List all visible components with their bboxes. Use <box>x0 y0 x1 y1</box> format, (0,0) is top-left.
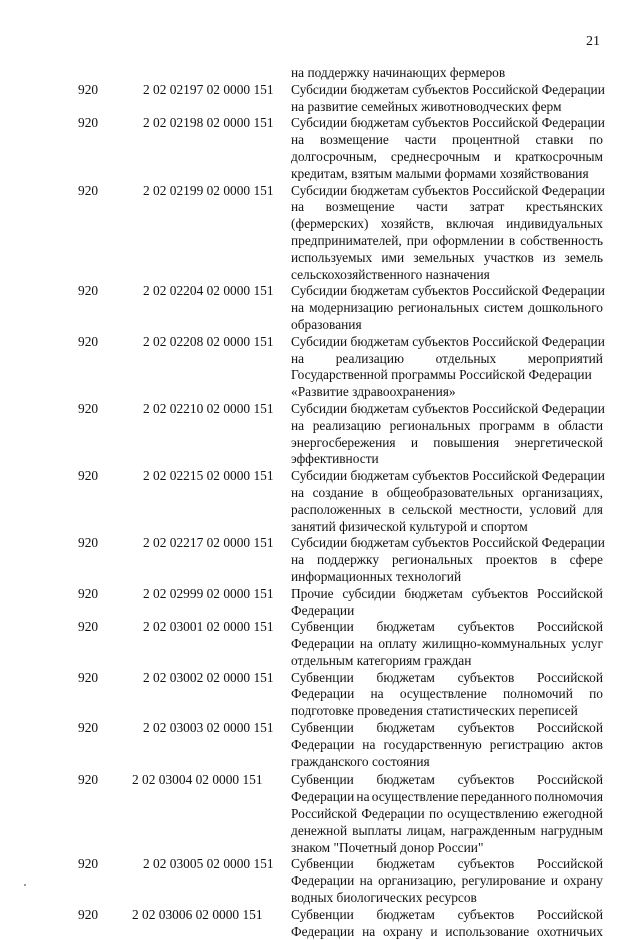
description-word: Федерации <box>291 602 355 618</box>
document-line <box>0 435 640 452</box>
description-word: поддержку <box>317 552 380 568</box>
description-word: Федерации <box>291 636 355 652</box>
description-word: земель <box>564 249 603 265</box>
description-word: в <box>550 552 557 568</box>
description-word: собственность <box>520 232 603 248</box>
revenue-description-line <box>291 99 603 116</box>
description-word: на <box>291 552 305 568</box>
budget-classification-code: 2 02 02210 02 0000 151 <box>143 400 274 416</box>
description-word: среднесрочным <box>390 148 480 164</box>
description-word: на <box>359 873 373 889</box>
description-word: области <box>558 417 603 433</box>
description-word: бюджетам <box>376 669 435 685</box>
description-word: «Развитие здравоохранения» <box>291 384 456 400</box>
document-line <box>0 840 640 857</box>
description-word: на <box>291 350 305 366</box>
document-line <box>0 418 640 435</box>
description-word: на <box>362 923 376 939</box>
description-word: индивидуальных <box>506 216 603 232</box>
document-line <box>0 401 640 418</box>
description-word: Субсидии бюджетам субъектов Российской Федерации <box>291 182 605 198</box>
description-word: бюджетам <box>376 906 435 922</box>
description-word: энергетической <box>514 434 603 450</box>
document-line <box>0 351 640 368</box>
description-word: водных биологических ресурсов <box>291 890 477 906</box>
description-word: Российской <box>537 720 603 736</box>
administrator-code: 920 <box>78 669 99 685</box>
budget-classification-code: 2 02 02217 02 0000 151 <box>143 535 274 551</box>
revenue-description-line <box>291 166 603 183</box>
revenue-description-line <box>291 216 603 233</box>
description-word: Федерации <box>291 923 355 939</box>
budget-classification-code: 2 02 03005 02 0000 151 <box>143 856 274 872</box>
revenue-description-line <box>291 401 603 418</box>
description-word: в <box>508 232 516 248</box>
document-line <box>0 806 640 823</box>
revenue-description-line <box>291 535 603 552</box>
document-line <box>0 115 640 132</box>
description-word: на <box>291 199 305 215</box>
document-line <box>0 99 640 116</box>
document-line <box>0 619 640 636</box>
budget-classification-code: 2 02 03002 02 0000 151 <box>143 669 274 685</box>
description-word: охрану <box>383 923 423 939</box>
description-word: Федерации <box>291 789 355 805</box>
administrator-code: 920 <box>78 182 99 198</box>
administrator-code: 920 <box>78 906 99 922</box>
description-word: по <box>429 806 443 822</box>
description-word: Субвенции <box>291 856 354 872</box>
document-line <box>0 199 640 216</box>
document-line <box>0 907 640 924</box>
budget-classification-code: 2 02 03004 02 0000 151 <box>132 772 263 788</box>
description-word: дошкольного <box>528 300 603 316</box>
description-word: для <box>583 501 603 517</box>
revenue-description-line <box>291 619 603 636</box>
description-word: награжденным <box>450 822 536 838</box>
description-word: на <box>291 417 305 433</box>
description-word: актов <box>572 736 603 752</box>
description-word: затрат <box>469 199 505 215</box>
description-word: Российской <box>537 906 603 922</box>
description-word: на развитие семейных животноводческих ферм <box>291 98 562 114</box>
description-word: полномочия <box>534 789 603 805</box>
revenue-description-line <box>291 552 603 569</box>
document-line <box>0 485 640 502</box>
description-word: Субвенции <box>291 619 354 635</box>
description-word: Российской <box>536 585 603 601</box>
description-word: ими <box>381 249 405 265</box>
description-word: при <box>406 232 428 248</box>
administrator-code: 920 <box>78 468 99 484</box>
description-word: Субвенции <box>291 772 354 788</box>
description-word: сельскохозяйственного назначения <box>291 266 490 282</box>
description-word: в <box>371 484 379 500</box>
description-word: Российской <box>291 806 357 822</box>
revenue-description-line <box>291 250 603 267</box>
description-word: Федерации <box>361 806 425 822</box>
revenue-description-line <box>291 334 603 351</box>
description-word: энергосбережения <box>291 434 396 450</box>
document-line <box>0 65 640 82</box>
description-word: участков <box>483 249 534 265</box>
description-word: используемых <box>291 249 373 265</box>
description-word: регистрацию <box>489 736 564 752</box>
document-line <box>0 317 640 334</box>
document-line <box>0 653 640 670</box>
description-word: по <box>589 686 603 702</box>
description-word: региональных <box>389 417 471 433</box>
description-word: региональных <box>398 300 480 316</box>
document-line <box>0 334 640 351</box>
description-word: оформлении <box>432 232 504 248</box>
description-word: бюджетам <box>376 856 435 872</box>
administrator-code: 920 <box>78 81 99 97</box>
description-word: Федерации <box>291 873 355 889</box>
description-word: гражданского состояния <box>291 753 430 769</box>
description-word: создание <box>312 484 364 500</box>
revenue-description-line <box>291 907 603 924</box>
description-word: лицам, <box>406 822 446 838</box>
description-word: части <box>416 199 448 215</box>
budget-classification-code: 2 02 03003 02 0000 151 <box>143 720 274 736</box>
document-line <box>0 216 640 233</box>
description-word: нагрудным <box>540 822 603 838</box>
description-word: денежной <box>291 822 348 838</box>
description-word: осуществление <box>399 686 487 702</box>
document-line <box>0 468 640 485</box>
revenue-description-line <box>291 384 603 401</box>
description-word: включая <box>446 216 494 232</box>
description-word: на <box>291 300 305 316</box>
revenue-description-line <box>291 435 603 452</box>
document-line <box>0 789 640 806</box>
description-word: на <box>370 686 384 702</box>
description-word: организациях, <box>522 484 603 500</box>
document-line <box>0 300 640 317</box>
description-word: регулирование <box>461 873 546 889</box>
description-word: субъектов <box>457 669 515 685</box>
revenue-description-line <box>291 367 603 384</box>
revenue-description-line <box>291 603 603 620</box>
document-line <box>0 384 640 401</box>
description-word: Федерации <box>291 736 355 752</box>
description-word: знаком "Почетный донор России" <box>291 839 484 855</box>
description-word: Российской <box>537 669 603 685</box>
document-line <box>0 873 640 890</box>
description-word: осуществление <box>371 789 459 805</box>
description-word: и <box>493 148 502 164</box>
revenue-description-line <box>291 890 603 907</box>
document-line <box>0 283 640 300</box>
document-line <box>0 754 640 771</box>
description-word: Прочие <box>291 585 334 601</box>
description-word: программ <box>479 417 535 433</box>
revenue-description-line <box>291 789 603 806</box>
description-word: Субсидии бюджетам субъектов Российской Федерации <box>291 400 605 416</box>
revenue-description-line <box>291 772 603 789</box>
description-word: охотничьих <box>537 923 603 939</box>
revenue-description-line <box>291 502 603 519</box>
description-word: бюджетам <box>376 720 435 736</box>
description-word: Субсидии бюджетам субъектов Российской Федерации <box>291 333 605 349</box>
description-word: информационных технологий <box>291 568 462 584</box>
budget-classification-code: 2 02 02199 02 0000 151 <box>143 182 274 198</box>
description-word: региональных <box>391 552 473 568</box>
description-word: части <box>404 132 437 148</box>
revenue-description-line <box>291 115 603 132</box>
revenue-description-line <box>291 586 603 603</box>
document-line <box>0 703 640 720</box>
description-word: отдельным категориям граждан <box>291 652 472 668</box>
description-word: ежегодной <box>542 806 603 822</box>
document-line <box>0 823 640 840</box>
description-word: субъектов <box>457 772 515 788</box>
document-line <box>0 267 640 284</box>
description-word: услуг <box>571 636 603 652</box>
description-word: государственную <box>383 736 482 752</box>
description-word: полномочий <box>503 686 573 702</box>
budget-classification-code: 2 02 02204 02 0000 151 <box>143 283 274 299</box>
description-word: на <box>362 736 376 752</box>
administrator-code: 920 <box>78 585 99 601</box>
budget-classification-code: 2 02 02198 02 0000 151 <box>143 115 274 131</box>
budget-classification-code: 2 02 02999 02 0000 151 <box>143 585 274 601</box>
revenue-description-line <box>291 485 603 502</box>
description-word: расположенных <box>291 501 382 517</box>
description-word: Субсидии бюджетам субъектов Российской Федерации <box>291 283 605 299</box>
description-word: использование <box>445 923 530 939</box>
revenue-description-line <box>291 233 603 250</box>
description-word: субъектов <box>457 619 515 635</box>
scan-speck <box>24 884 26 886</box>
revenue-description-line <box>291 653 603 670</box>
description-word: организацию, <box>378 873 457 889</box>
description-word: бюджетам <box>376 619 435 635</box>
document-line <box>0 890 640 907</box>
revenue-description-line <box>291 65 603 82</box>
description-word: субъектов <box>471 585 529 601</box>
revenue-description-line <box>291 351 603 368</box>
document-line <box>0 519 640 536</box>
description-word: бюджетам <box>376 772 435 788</box>
description-word: возмещение <box>325 199 395 215</box>
document-line <box>0 233 640 250</box>
description-word: процентной <box>452 132 520 148</box>
revenue-description-line <box>291 132 603 149</box>
description-word: мероприятий <box>527 350 603 366</box>
document-line <box>0 149 640 166</box>
revenue-description-line <box>291 283 603 300</box>
description-word: оплату <box>378 636 417 652</box>
budget-classification-code: 2 02 02208 02 0000 151 <box>143 333 274 349</box>
revenue-description-line <box>291 468 603 485</box>
revenue-description-line <box>291 569 603 586</box>
revenue-description-line <box>291 451 603 468</box>
description-word: Российской <box>537 856 603 872</box>
description-word: проектов <box>485 552 538 568</box>
description-word: Субвенции <box>291 720 354 736</box>
revenue-description-line <box>291 418 603 435</box>
description-word: подготовке проведения статистических переписей <box>291 703 578 719</box>
document-line <box>0 552 640 569</box>
description-word: крестьянских <box>525 199 603 215</box>
description-word: субъектов <box>457 906 515 922</box>
description-word: на <box>291 484 305 500</box>
document-line <box>0 569 640 586</box>
administrator-code: 920 <box>78 856 99 872</box>
description-word: Федерации <box>291 686 355 702</box>
document-line <box>0 603 640 620</box>
description-word: переданного <box>460 789 532 805</box>
document-line <box>0 82 640 99</box>
description-word: Субсидии бюджетам субъектов Российской Федерации <box>291 81 605 97</box>
revenue-description-line <box>291 737 603 754</box>
description-word: на <box>356 789 370 805</box>
document-line <box>0 502 640 519</box>
document-line <box>0 670 640 687</box>
description-word: Субвенции <box>291 669 354 685</box>
description-word: Субсидии бюджетам субъектов Российской Федерации <box>291 535 605 551</box>
document-line <box>0 636 640 653</box>
description-word: Российской <box>537 772 603 788</box>
document-line <box>0 183 640 200</box>
description-word: Российской <box>537 619 603 635</box>
description-word: охрану <box>563 873 603 889</box>
description-word: и <box>430 923 438 939</box>
budget-classification-code: 2 02 02215 02 0000 151 <box>143 468 274 484</box>
revenue-description-line <box>291 806 603 823</box>
description-word: субсидии <box>342 585 396 601</box>
description-word: на <box>359 636 373 652</box>
description-word: по <box>589 132 603 148</box>
document-line <box>0 166 640 183</box>
revenue-description-line <box>291 183 603 200</box>
document-line <box>0 720 640 737</box>
administrator-code: 920 <box>78 283 99 299</box>
description-word: возмещение <box>319 132 389 148</box>
description-word: и <box>550 873 559 889</box>
description-word: бюджетам <box>404 585 463 601</box>
document-line <box>0 451 640 468</box>
revenue-description-line <box>291 924 603 940</box>
description-word: эффективности <box>291 451 379 467</box>
budget-classification-code: 2 02 03006 02 0000 151 <box>132 906 263 922</box>
administrator-code: 920 <box>78 333 99 349</box>
administrator-code: 920 <box>78 720 99 736</box>
description-word: местности, <box>459 501 523 517</box>
administrator-code: 920 <box>78 115 99 131</box>
page-number: 21 <box>586 34 600 49</box>
description-word: Государственной программы Российской Федерации <box>291 367 592 383</box>
description-word: на <box>291 132 305 148</box>
description-word: Субсидии бюджетам субъектов Российской Федерации <box>291 115 605 131</box>
document-line <box>0 586 640 603</box>
administrator-code: 920 <box>78 772 99 788</box>
description-word: (фермерских) <box>291 216 369 232</box>
revenue-description-line <box>291 82 603 99</box>
document-line <box>0 924 640 940</box>
description-word: условий <box>529 501 577 517</box>
administrator-code: 920 <box>78 400 99 416</box>
revenue-description-line <box>291 754 603 771</box>
administrator-code: 920 <box>78 619 99 635</box>
document-line <box>0 772 640 789</box>
revenue-description-line <box>291 856 603 873</box>
description-word: жилищно-коммунальных <box>422 636 566 652</box>
revenue-description-line <box>291 670 603 687</box>
description-word: реализацию <box>335 350 404 366</box>
description-word: субъектов <box>457 856 515 872</box>
description-word: краткосрочным <box>515 148 603 164</box>
budget-classification-code: 2 02 03001 02 0000 151 <box>143 619 274 635</box>
description-word: хозяйств, <box>380 216 434 232</box>
document-line <box>0 535 640 552</box>
budget-classification-code: 2 02 02197 02 0000 151 <box>143 81 274 97</box>
description-word: в <box>388 501 395 517</box>
description-word: сфере <box>569 552 603 568</box>
description-word: образования <box>291 316 362 332</box>
description-word: долгосрочным, <box>291 148 377 164</box>
revenue-description-line <box>291 317 603 334</box>
description-word: субъектов <box>457 720 515 736</box>
revenue-description-line <box>291 267 603 284</box>
description-word: в <box>543 417 550 433</box>
budget-codes-table <box>0 65 640 940</box>
description-word: предпринимателей, <box>291 232 402 248</box>
description-word: сельской <box>401 501 453 517</box>
description-word: занятий физической культурой и спортом <box>291 518 528 534</box>
description-word: на поддержку начинающих фермеров <box>291 65 506 80</box>
revenue-description-line <box>291 823 603 840</box>
document-line <box>0 686 640 703</box>
description-word: систем <box>484 300 524 316</box>
description-word: осуществлению <box>447 806 539 822</box>
revenue-description-line <box>291 199 603 216</box>
revenue-description-line <box>291 149 603 166</box>
description-word: Субсидии бюджетам субъектов Российской Федерации <box>291 468 605 484</box>
revenue-description-line <box>291 686 603 703</box>
document-line <box>0 132 640 149</box>
revenue-description-line <box>291 873 603 890</box>
revenue-description-line <box>291 636 603 653</box>
administrator-code: 920 <box>78 535 99 551</box>
revenue-description-line <box>291 519 603 536</box>
description-word: повышения <box>433 434 500 450</box>
revenue-description-line <box>291 840 603 857</box>
document-line <box>0 737 640 754</box>
document-line <box>0 250 640 267</box>
revenue-description-line <box>291 300 603 317</box>
description-word: земельных <box>413 249 475 265</box>
description-word: Субвенции <box>291 906 354 922</box>
revenue-description-line <box>291 720 603 737</box>
document-line <box>0 367 640 384</box>
description-word: модернизацию <box>309 300 394 316</box>
description-word: выплаты <box>352 822 402 838</box>
description-word: общеобразовательных <box>386 484 514 500</box>
description-word: отдельных <box>435 350 497 366</box>
revenue-description-line <box>291 703 603 720</box>
description-word: ставки <box>535 132 574 148</box>
description-word: из <box>542 249 556 265</box>
description-word: и <box>410 434 419 450</box>
description-word: реализацию <box>312 417 381 433</box>
document-line <box>0 856 640 873</box>
description-word: кредитам, взятым малыми формами хозяйствования <box>291 165 589 181</box>
